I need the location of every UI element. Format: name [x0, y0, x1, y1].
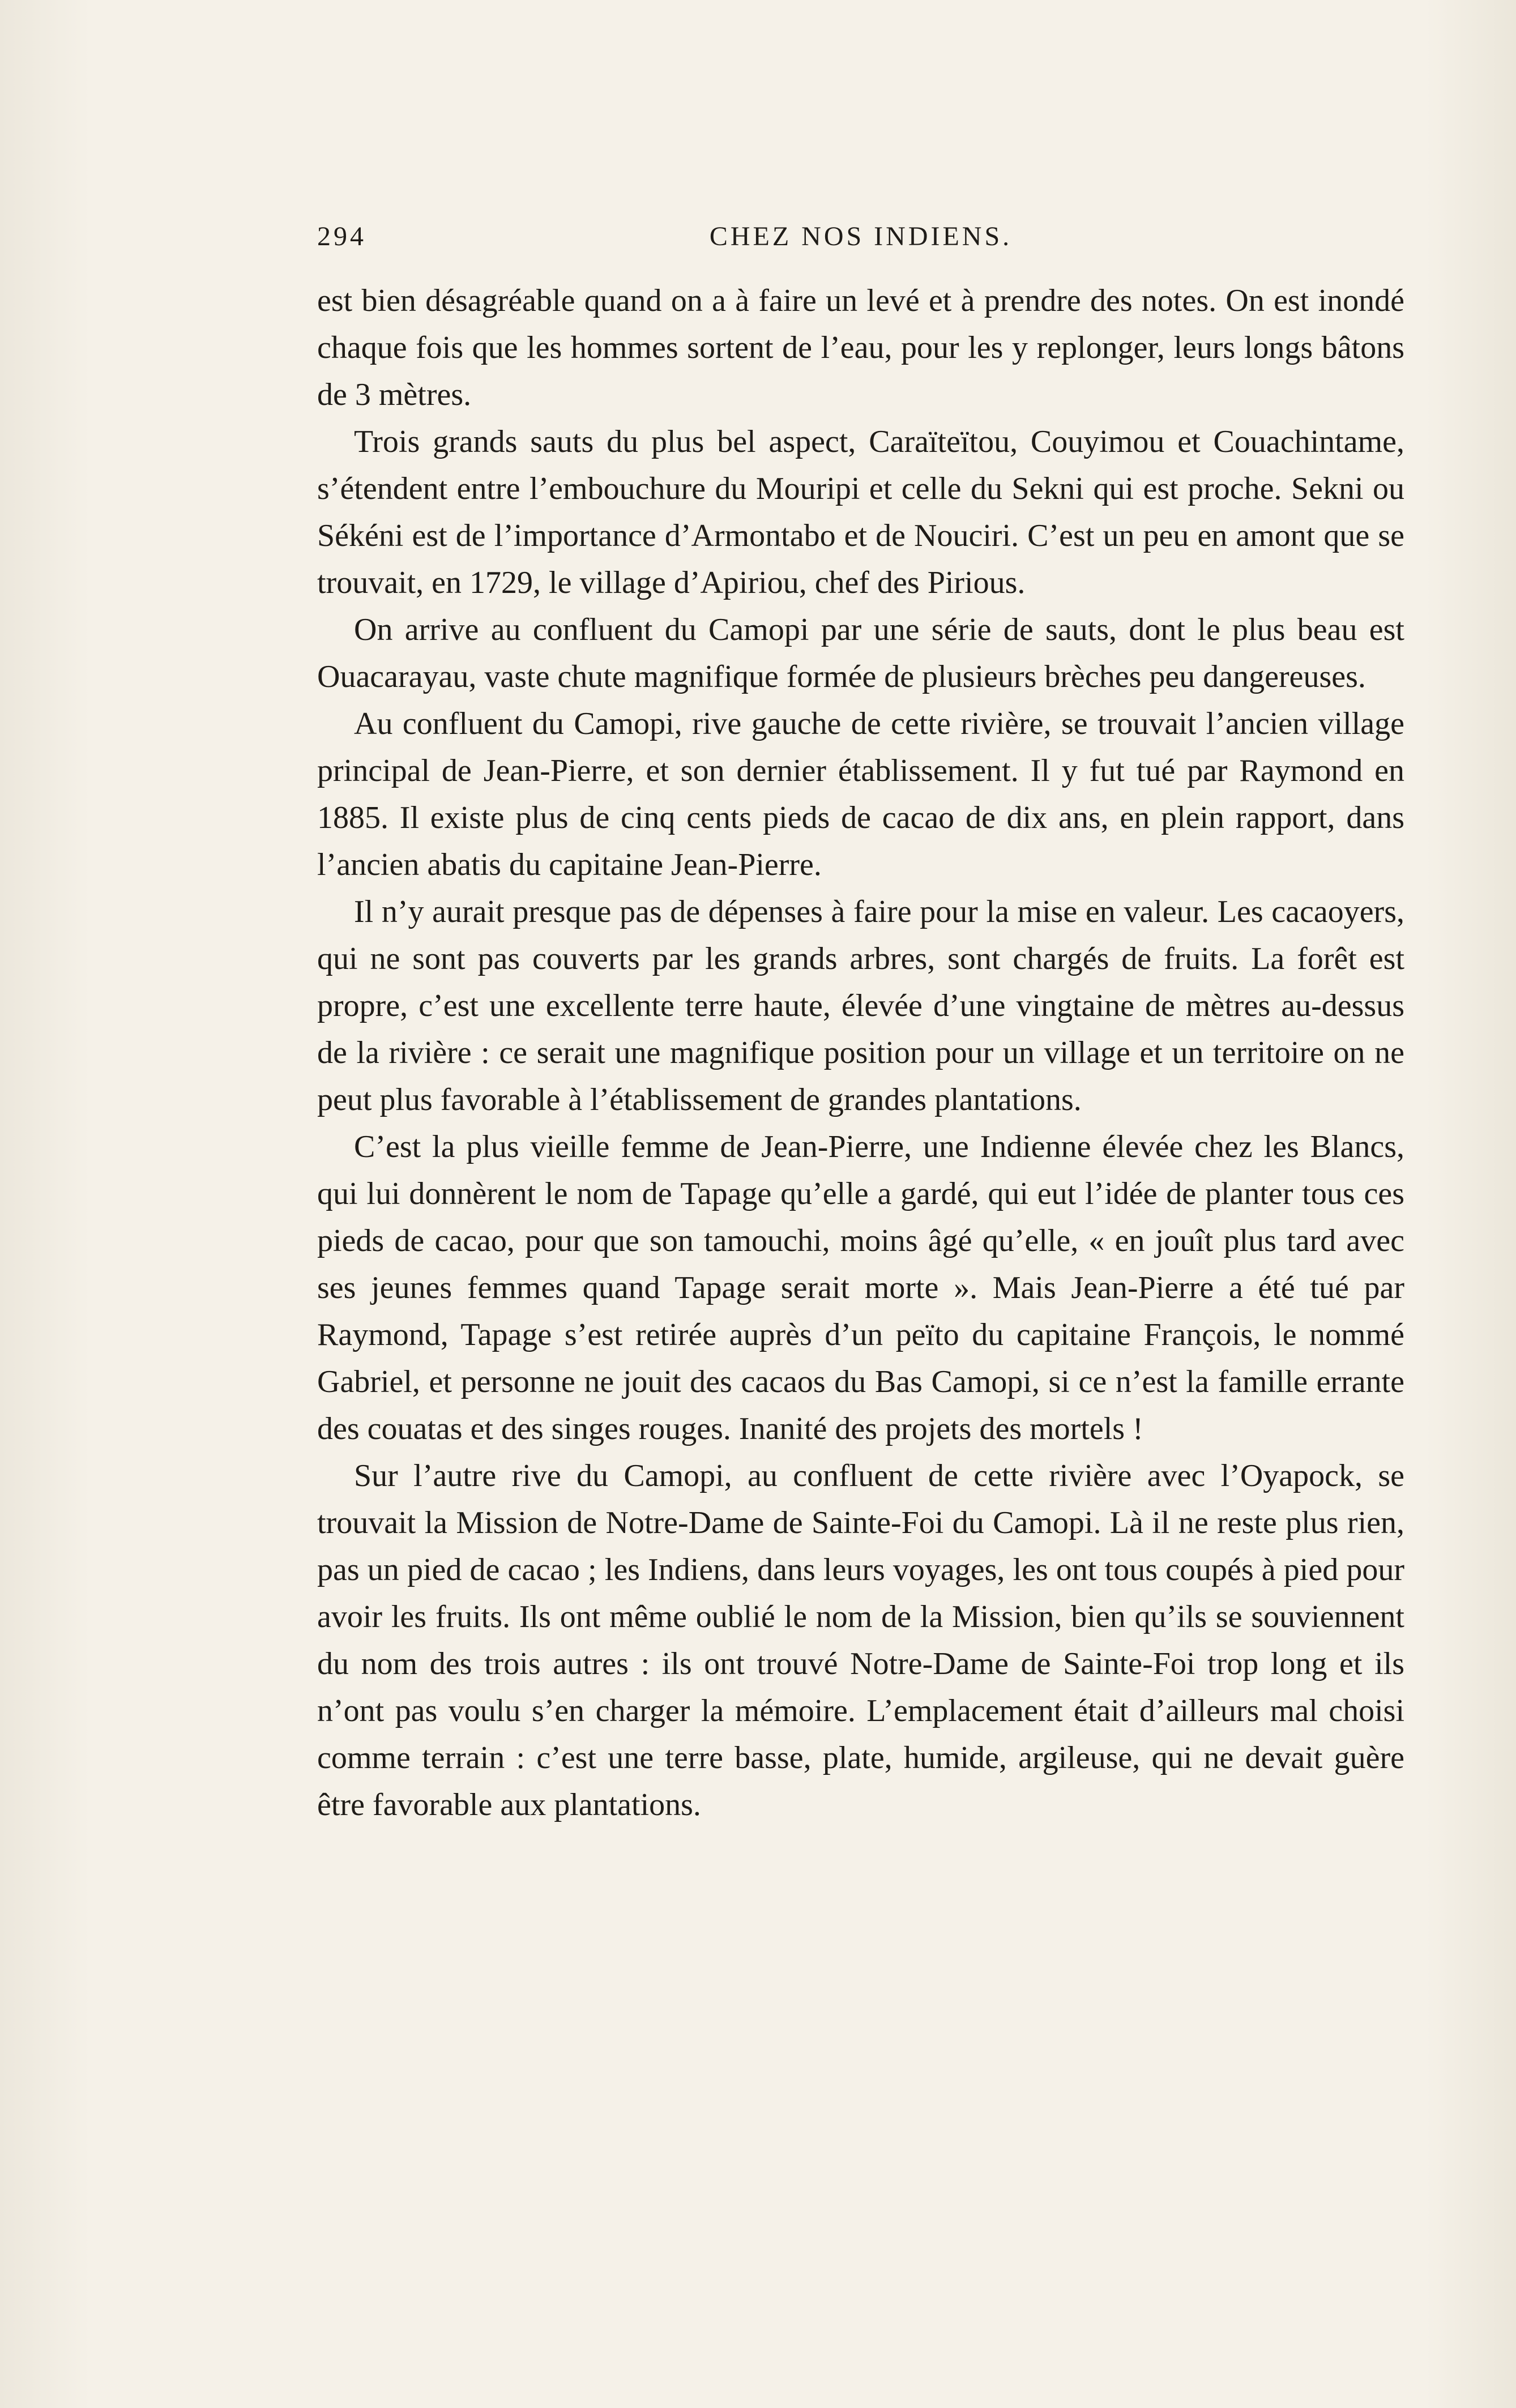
paragraph-village-jean-pierre: Au confluent du Camopi, rive gauche de cette rivière, se trouvait l’ancien village principal de Jean-Pierre, et son dernier établissement. Il y fut tué par Raymond en 1885. Il existe plus de cinq cents pieds de cacao de dix ans, en plein rapport, dans l’ancien abatis du capitaine Jean-Pierre.	[317, 706, 1404, 882]
running-title: CHEZ NOS INDIENS.	[709, 221, 1013, 251]
paragraph-mise-en-valeur: Il n’y aurait presque pas de dépenses à faire pour la mise en valeur. Les cacaoyers, qui ne sont pas couverts par les grands arbres, sont chargés de fruits. La forêt est propre, c’est une excellente terre haute, élevée d’une vingtaine de mètres au-dessus de la rivière : ce serait une magnifique position pour un village et un territoire on ne peut plus favorable à l’établissement de grandes plantations.	[317, 894, 1404, 1117]
paragraph-tapage: C’est la plus vieille femme de Jean-Pierre, une Indienne élevée chez les Blancs, qui lui donnèrent le nom de Tapage qu’elle a gardé, qui eut l’idée de planter tous ces pieds de cacao, pour que son tamouchi, moins âgé qu’elle, « en jouît plus tard avec ses jeunes femmes quand Tapage serait morte ». Mais Jean-Pierre a été tué par Raymond, Tapage s’est retirée auprès d’un peïto du capitaine François, le nommé Gabriel, et personne ne jouit des cacaos du Bas Camopi, si ce n’est la famille errante des couatas et des singes rouges. Inanité des projets des mortels !	[317, 1129, 1404, 1446]
text-block	[317, 221, 1404, 1829]
paragraph-confluent: On arrive au confluent du Camopi par une série de sauts, dont le plus beau est Ouacarayau, vaste chute magnifique formée de plusieurs brèches peu dangereuses.	[317, 612, 1404, 694]
paragraph-continuation: est bien désagréable quand on a à faire un levé et à prendre des notes. On est inondé chaque fois que les hommes sortent de l’eau, pour les y replonger, leurs longs bâtons de 3 mètres.	[317, 283, 1404, 412]
running-head	[317, 221, 1404, 277]
page-number: 294	[317, 221, 366, 251]
paragraph-sauts: Trois grands sauts du plus bel aspect, Caraïteïtou, Couyimou et Couachintame, s’étendent entre l’embouchure du Mouripi et celle du Sekni qui est proche. Sekni ou Sékéni est de l’importance d’Armontabo et de Nouciri. C’est un peu en amont que se trouvait, en 1729, le village d’Apiriou, chef des Pirious.	[317, 424, 1404, 600]
paragraph-mission: Sur l’autre rive du Camopi, au confluent de cette rivière avec l’Oyapock, se trouvait la Mission de Notre-Dame de Sainte-Foi du Camopi. Là il ne reste plus rien, pas un pied de cacao ; les Indiens, dans leurs voyages, les ont tous coupés à pied pour avoir les fruits. Ils ont même oublié le nom de la Mission, bien qu’ils se souviennent du nom des trois autres : ils ont trouvé Notre-Dame de Sainte-Foi trop long et ils n’ont pas voulu s’en charger la mémoire. L’emplacement était d’ailleurs mal choisi comme terrain : c’est une terre basse, plate, humide, argileuse, qui ne devait guère être favorable aux plantations.	[317, 1458, 1404, 1822]
